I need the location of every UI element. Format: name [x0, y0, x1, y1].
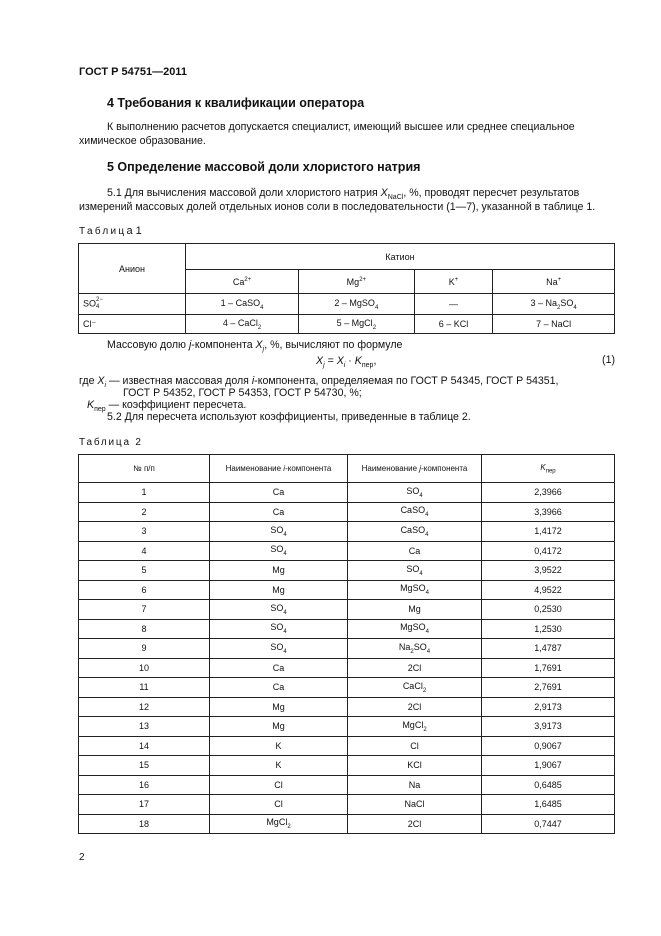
table-row: [79, 502, 615, 522]
table-row: [79, 678, 615, 698]
cell-j-component: $Na_2SO_4$: [348, 639, 482, 659]
cell-k-coefficient: 3,9522: [482, 561, 615, 581]
cell-k-coefficient: 2,7691: [482, 678, 615, 698]
table-row: [79, 541, 615, 561]
table-row: [79, 619, 615, 639]
cell-j-component: MgSO$_4$: [348, 580, 482, 600]
cell-num: 17: [79, 795, 210, 815]
cell-i-component: Ca: [210, 658, 348, 678]
cell-j-component: MgSO$_4$: [348, 619, 482, 639]
cell-i-component: Ca: [210, 483, 348, 503]
col-header-num: № п/п: [79, 455, 210, 483]
cell-k-coefficient: 1,4172: [482, 522, 615, 542]
section-4-text-line2: химическое образование.: [79, 135, 206, 147]
cell-i-component: K: [210, 756, 348, 776]
cation-mg: $Mg^{2+}$: [299, 270, 415, 294]
anion-header: Анион: [79, 244, 186, 294]
col-header-i: Наименование i-компонента: [210, 455, 348, 483]
cell-k-coefficient: 3,9173: [482, 717, 615, 737]
cell-k-coefficient: 0,6485: [482, 775, 615, 795]
cell-num: 7: [79, 600, 210, 620]
cell-num: 12: [79, 697, 210, 717]
table-row: [79, 483, 615, 503]
cell-nacl: 7 – NaCl: [493, 315, 615, 334]
cell-num: 18: [79, 814, 210, 834]
cell-j-component: $SO_4$: [348, 483, 482, 503]
cell-j-component: Ca: [348, 541, 482, 561]
table-row: [79, 600, 615, 620]
cell-i-component: MgCl$_2$: [210, 814, 348, 834]
cell-k-coefficient: 0,7447: [482, 814, 615, 834]
cell-num: 8: [79, 619, 210, 639]
section-4-text-line1: К выполнению расчетов допускается специалист, имеющий высшее или среднее специальное: [107, 121, 575, 133]
cell-k-coefficient: 1,2530: [482, 619, 615, 639]
table-row: [79, 697, 615, 717]
section-5-1-line1: 5.1 Для вычисления массовой доли хлористого натрия $X_{NaCl}$, %, проводят пересчет результатов: [107, 187, 580, 202]
cell-j-component: $SO_4$: [348, 561, 482, 581]
anion-cl: Cl⁻: [79, 315, 186, 334]
table-row: [79, 775, 615, 795]
cell-cacl2: 4 – CaCl$_2$: [186, 315, 299, 334]
document-header: ГОСТ Р 54751—2011: [79, 66, 187, 78]
where-line2: ГОСТ Р 54352, ГОСТ Р 54353, ГОСТ Р 54730, %;: [123, 387, 362, 399]
cell-k-coefficient: 0,4172: [482, 541, 615, 561]
col-header-k: $K_{пер}$: [482, 455, 615, 483]
table-2-caption: Таблица 2: [79, 437, 143, 448]
cell-i-component: Ca: [210, 678, 348, 698]
cell-mgso4: 2 – MgSO$_4$: [299, 294, 415, 315]
table-row: [79, 756, 615, 776]
cell-i-component: Ca: [210, 502, 348, 522]
cell-i-component: $SO_4$: [210, 522, 348, 542]
table-row: [79, 639, 615, 659]
table-row: [79, 736, 615, 756]
cell-k-coefficient: 2,3966: [482, 483, 615, 503]
cell-k-coefficient: 4,9522: [482, 580, 615, 600]
cell-j-component: CaCl$_2$: [348, 678, 482, 698]
cell-k-coefficient: 1,4787: [482, 639, 615, 659]
cell-i-component: K: [210, 736, 348, 756]
cell-i-component: $SO_4$: [210, 619, 348, 639]
cell-num: 5: [79, 561, 210, 581]
cell-j-component: MgCl$_2$: [348, 717, 482, 737]
formula-number: (1): [602, 354, 615, 366]
cell-k-coefficient: 2,9173: [482, 697, 615, 717]
cell-num: 9: [79, 639, 210, 659]
formula-1: $X_j = X_i \cdot K_{пер}$,: [316, 355, 377, 370]
cell-i-component: Mg: [210, 561, 348, 581]
cell-i-component: Mg: [210, 717, 348, 737]
table-row: [79, 717, 615, 737]
cell-kcl: 6 – KCl: [414, 315, 493, 334]
cation-na: Na+: [493, 270, 615, 294]
section-4-title: 4 Требования к квалификации оператора: [107, 96, 365, 110]
section-5-2: 5.2 Для пересчета используют коэффициенты, приведенные в таблице 2.: [107, 411, 471, 423]
cell-caso4: 1 – CaSO$_4$: [186, 294, 299, 315]
cell-j-component: KCl: [348, 756, 482, 776]
cation-k: K+: [414, 270, 493, 294]
cation-ca: $Ca^{2+}$: [186, 270, 299, 294]
cell-num: 6: [79, 580, 210, 600]
cell-k-so4: —: [414, 294, 493, 315]
where-line1: где $X_i$ — известная массовая доля i-компонента, определяемая по ГОСТ Р 54345, ГОСТ Р 54351,: [79, 375, 559, 390]
table-2: [78, 454, 615, 834]
table-1-caption: Таблица 1: [79, 225, 142, 237]
table-1: [78, 243, 615, 334]
cell-j-component: 2Cl: [348, 658, 482, 678]
table-row: [79, 795, 615, 815]
cell-num: 3: [79, 522, 210, 542]
section-5-1-line2: измерений массовых долей отдельных ионов соли в последовательности (1—7), указанной в таблице 1.: [79, 201, 596, 213]
cell-i-component: $SO_4$: [210, 600, 348, 620]
cell-num: 11: [79, 678, 210, 698]
cell-j-component: Na: [348, 775, 482, 795]
cell-j-component: 2Cl: [348, 814, 482, 834]
cell-num: 13: [79, 717, 210, 737]
cell-num: 16: [79, 775, 210, 795]
cell-k-coefficient: 1,9067: [482, 756, 615, 776]
cell-k-coefficient: 0,9067: [482, 736, 615, 756]
cell-k-coefficient: 1,7691: [482, 658, 615, 678]
cell-num: 14: [79, 736, 210, 756]
table-row: [79, 522, 615, 542]
cell-num: 4: [79, 541, 210, 561]
cell-j-component: 2Cl: [348, 697, 482, 717]
formula-intro: Массовую долю j-компонента $X_j$, %, вычисляют по формуле: [107, 339, 403, 354]
cell-na2so4: $3 - Na_2SO_4$: [493, 294, 615, 315]
cell-num: 15: [79, 756, 210, 776]
cation-header: Катион: [186, 244, 615, 270]
cell-num: 10: [79, 658, 210, 678]
cell-j-component: Cl: [348, 736, 482, 756]
cell-num: 1: [79, 483, 210, 503]
cell-i-component: Mg: [210, 697, 348, 717]
cell-k-coefficient: 3,3966: [482, 502, 615, 522]
cell-mgcl2: 5 – MgCl$_2$: [299, 315, 415, 334]
table-row: [79, 580, 615, 600]
cell-k-coefficient: 0,2530: [482, 600, 615, 620]
table-row: [79, 561, 615, 581]
cell-i-component: $SO_4$: [210, 639, 348, 659]
cell-i-component: Cl: [210, 795, 348, 815]
cell-j-component: NaCl: [348, 795, 482, 815]
table-row: [79, 658, 615, 678]
col-header-j: Наименование j-компонента: [348, 455, 482, 483]
cell-k-coefficient: 1,6485: [482, 795, 615, 815]
table-row: [79, 814, 615, 834]
cell-i-component: $SO_4$: [210, 541, 348, 561]
anion-so4: SO2− 4: [79, 294, 186, 315]
cell-i-component: Mg: [210, 580, 348, 600]
cell-i-component: Cl: [210, 775, 348, 795]
cell-j-component: CaSO$_4$: [348, 502, 482, 522]
page-number: 2: [79, 852, 85, 863]
cell-j-component: Mg: [348, 600, 482, 620]
cell-j-component: CaSO$_4$: [348, 522, 482, 542]
table-2-body: [79, 483, 615, 834]
k-definition: $K_{пер}$ — коэффициент пересчета.: [87, 399, 247, 414]
section-5-title: 5 Определение массовой доли хлористого натрия: [107, 160, 421, 174]
cell-num: 2: [79, 502, 210, 522]
